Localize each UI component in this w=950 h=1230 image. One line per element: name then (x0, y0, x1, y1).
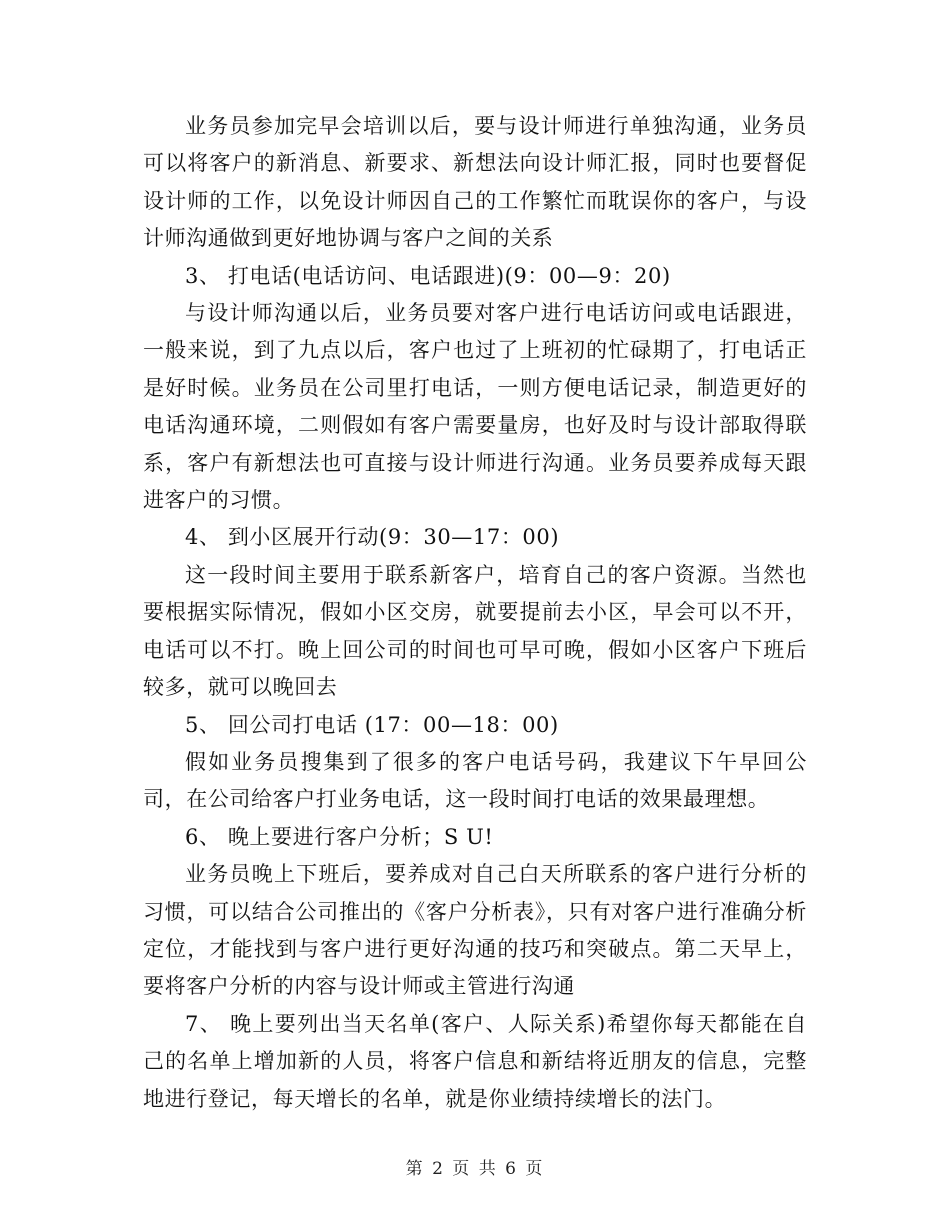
section-heading-4: 4、 到小区展开行动(9：30—17：00) (185, 525, 560, 550)
paragraph-community-action: 这一段时间主要用于联系新客户，培育自己的客户资源。当然也要根据实际情况，假如小区交房，就要提前去小区，早会可以不开，电话可以不打。晚上回公司的时间也可早可晚，假如小区客户下班后较多，就可以晚回去 (143, 562, 807, 700)
paragraph-daily-list: 7、 晚上要列出当天名单(客户、人际关系)希望你每天都能在自己的名单上增加新的人员，将客户信息和新结将近朋友的信息，完整地进行登记，每天增长的名单，就是你业绩持续增长的法门。 (143, 1011, 807, 1111)
section-heading-6: 6、 晚上要进行客户分析；S U! (185, 824, 494, 849)
document-body (143, 108, 807, 1118)
paragraph-designer-communication: 业务员参加完早会培训以后，要与设计师进行单独沟通，业务员可以将客户的新消息、新要求、新想法向设计师汇报，同时也要督促设计师的工作，以免设计师因自己的工作繁忙而耽误你的客户，与设计师沟通做到更好地协调与客户之间的关系 (143, 114, 807, 251)
section-heading-5: 5、 回公司打电话 (17：00—18：00) (185, 712, 559, 737)
paragraph-phone-calls: 与设计师沟通以后，业务员要对客户进行电话访问或电话跟进，一般来说，到了九点以后，客户也过了上班初的忙碌期了，打电话正是好时候。业务员在公司里打电话，一则方便电话记录，制造更好的电话沟通环境，二则假如有客户需要量房，也好及时与设计部取得联系，客户有新想法也可直接与设计师进行沟通。业务员要养成每天跟进客户的习惯。 (143, 301, 807, 513)
section-heading-3: 3、 打电话(电话访问、电话跟进)(9：00—9：20) (185, 263, 671, 288)
paragraph-office-calls: 假如业务员搜集到了很多的客户电话号码，我建议下午早回公司，在公司给客户打业务电话，这一段时间打电话的效果最理想。 (143, 749, 807, 812)
page-number-footer: 第 2 页 共 6 页 (405, 1159, 545, 1179)
paragraph-customer-analysis: 业务员晚上下班后，要养成对自己白天所联系的客户进行分析的习惯，可以结合公司推出的《客户分析表》，只有对客户进行准确分析定位，才能找到与客户进行更好沟通的技巧和突破点。第二天早上，要将客户分析的内容与设计师或主管进行沟通 (143, 862, 807, 999)
